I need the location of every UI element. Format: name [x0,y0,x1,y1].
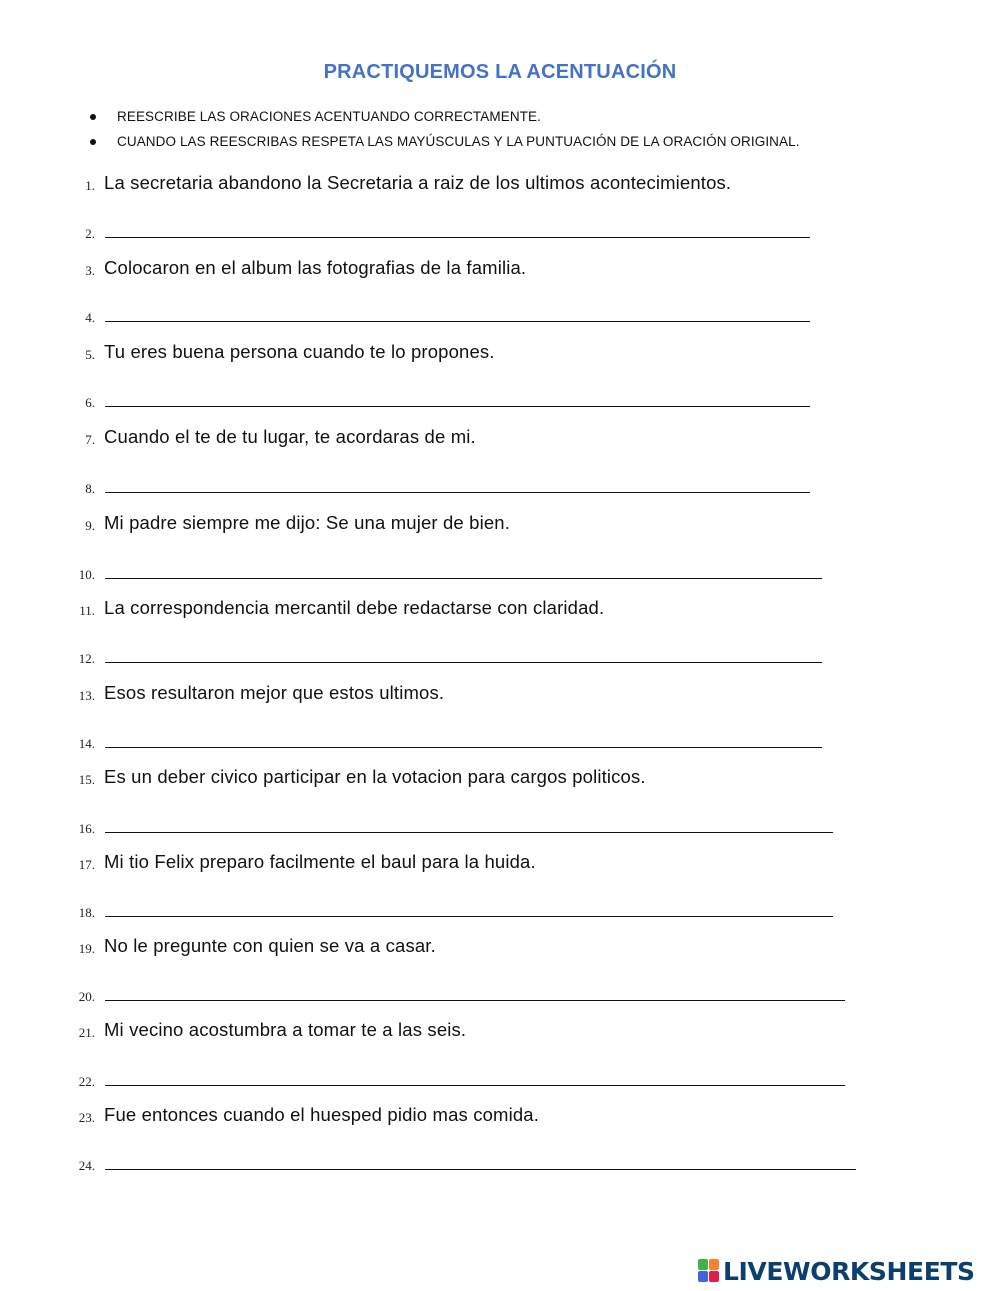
answer-line[interactable] [105,916,833,917]
item-number: 8. [85,481,95,496]
item-number: 9. [85,518,95,533]
answer-line[interactable] [105,492,810,493]
item-number: 24. [78,1158,95,1173]
instructions-list [90,107,800,157]
answer-line[interactable] [105,321,810,322]
item-number: 14. [78,736,95,751]
sentence-text: No le pregunte con quien se va a casar. [104,935,436,956]
sentence-text: Fue entonces cuando el huesped pidio mas comida. [104,1104,540,1125]
item-number: 18. [78,905,95,920]
sentence-text: Mi padre siempre me dijo: Se una mujer de bien. [104,512,511,533]
sentence-text: Es un deber civico participar en la votacion para cargos politicos. [104,766,646,787]
sentence-text: Mi tio Felix preparo facilmente el baul para la huida. [104,851,536,872]
item-number: 11. [79,603,95,618]
instruction-text: CUANDO LAS REESCRIBAS RESPETA LAS MAYÚSCULAS Y LA PUNTUACIÓN DE LA ORACIÓN ORIGINAL. [117,134,800,149]
item-number: 23. [78,1110,95,1125]
item-number: 5. [85,347,95,362]
sentence-text: Tu eres buena persona cuando te lo propones. [104,341,495,362]
sentence-text: La secretaria abandono la Secretaria a raiz de los ultimos acontecimientos. [104,172,732,193]
item-number: 10. [78,567,95,582]
sentence-text: Cuando el te de tu lugar, te acordaras de mi. [104,426,476,447]
answer-line[interactable] [105,662,822,663]
answer-line[interactable] [105,578,822,579]
answer-line[interactable] [105,237,810,238]
answer-line[interactable] [105,406,810,407]
item-number: 22. [78,1074,95,1089]
bullet-icon [90,114,96,120]
item-number: 6. [85,395,95,410]
item-number: 19. [78,941,95,956]
item-number: 4. [85,310,95,325]
sentence-text: Esos resultaron mejor que estos ultimos. [104,682,445,703]
page-title: PRACTIQUEMOS LA ACENTUACIÓN [323,61,677,83]
item-number: 12. [78,651,95,666]
liveworksheets-logo [698,1257,975,1285]
sentence-text: Colocaron en el album las fotografias de la familia. [104,257,527,278]
item-number: 16. [78,821,95,836]
item-number: 17. [78,857,95,872]
answer-line[interactable] [105,1169,856,1170]
instruction-item [90,132,800,157]
item-number: 20. [78,989,95,1004]
instruction-item [90,107,800,132]
item-number: 7. [85,432,95,447]
liveworksheets-logo-icon [698,1259,720,1283]
answer-line[interactable] [105,832,833,833]
answer-line[interactable] [105,1085,845,1086]
logo-text: LIVEWORKSHEETS [723,1256,975,1286]
answer-line[interactable] [105,747,822,748]
item-number: 15. [78,772,95,787]
item-number: 1. [85,178,95,193]
item-number: 3. [85,263,95,278]
item-number: 2. [85,226,95,241]
item-number: 13. [78,688,95,703]
sentence-text: La correspondencia mercantil debe redactarse con claridad. [104,597,605,618]
instruction-text: REESCRIBE LAS ORACIONES ACENTUANDO CORRECTAMENTE. [117,109,541,124]
item-number: 21. [78,1025,95,1040]
answer-line[interactable] [105,1000,845,1001]
bullet-icon [90,139,96,145]
sentence-text: Mi vecino acostumbra a tomar te a las seis. [104,1019,467,1040]
